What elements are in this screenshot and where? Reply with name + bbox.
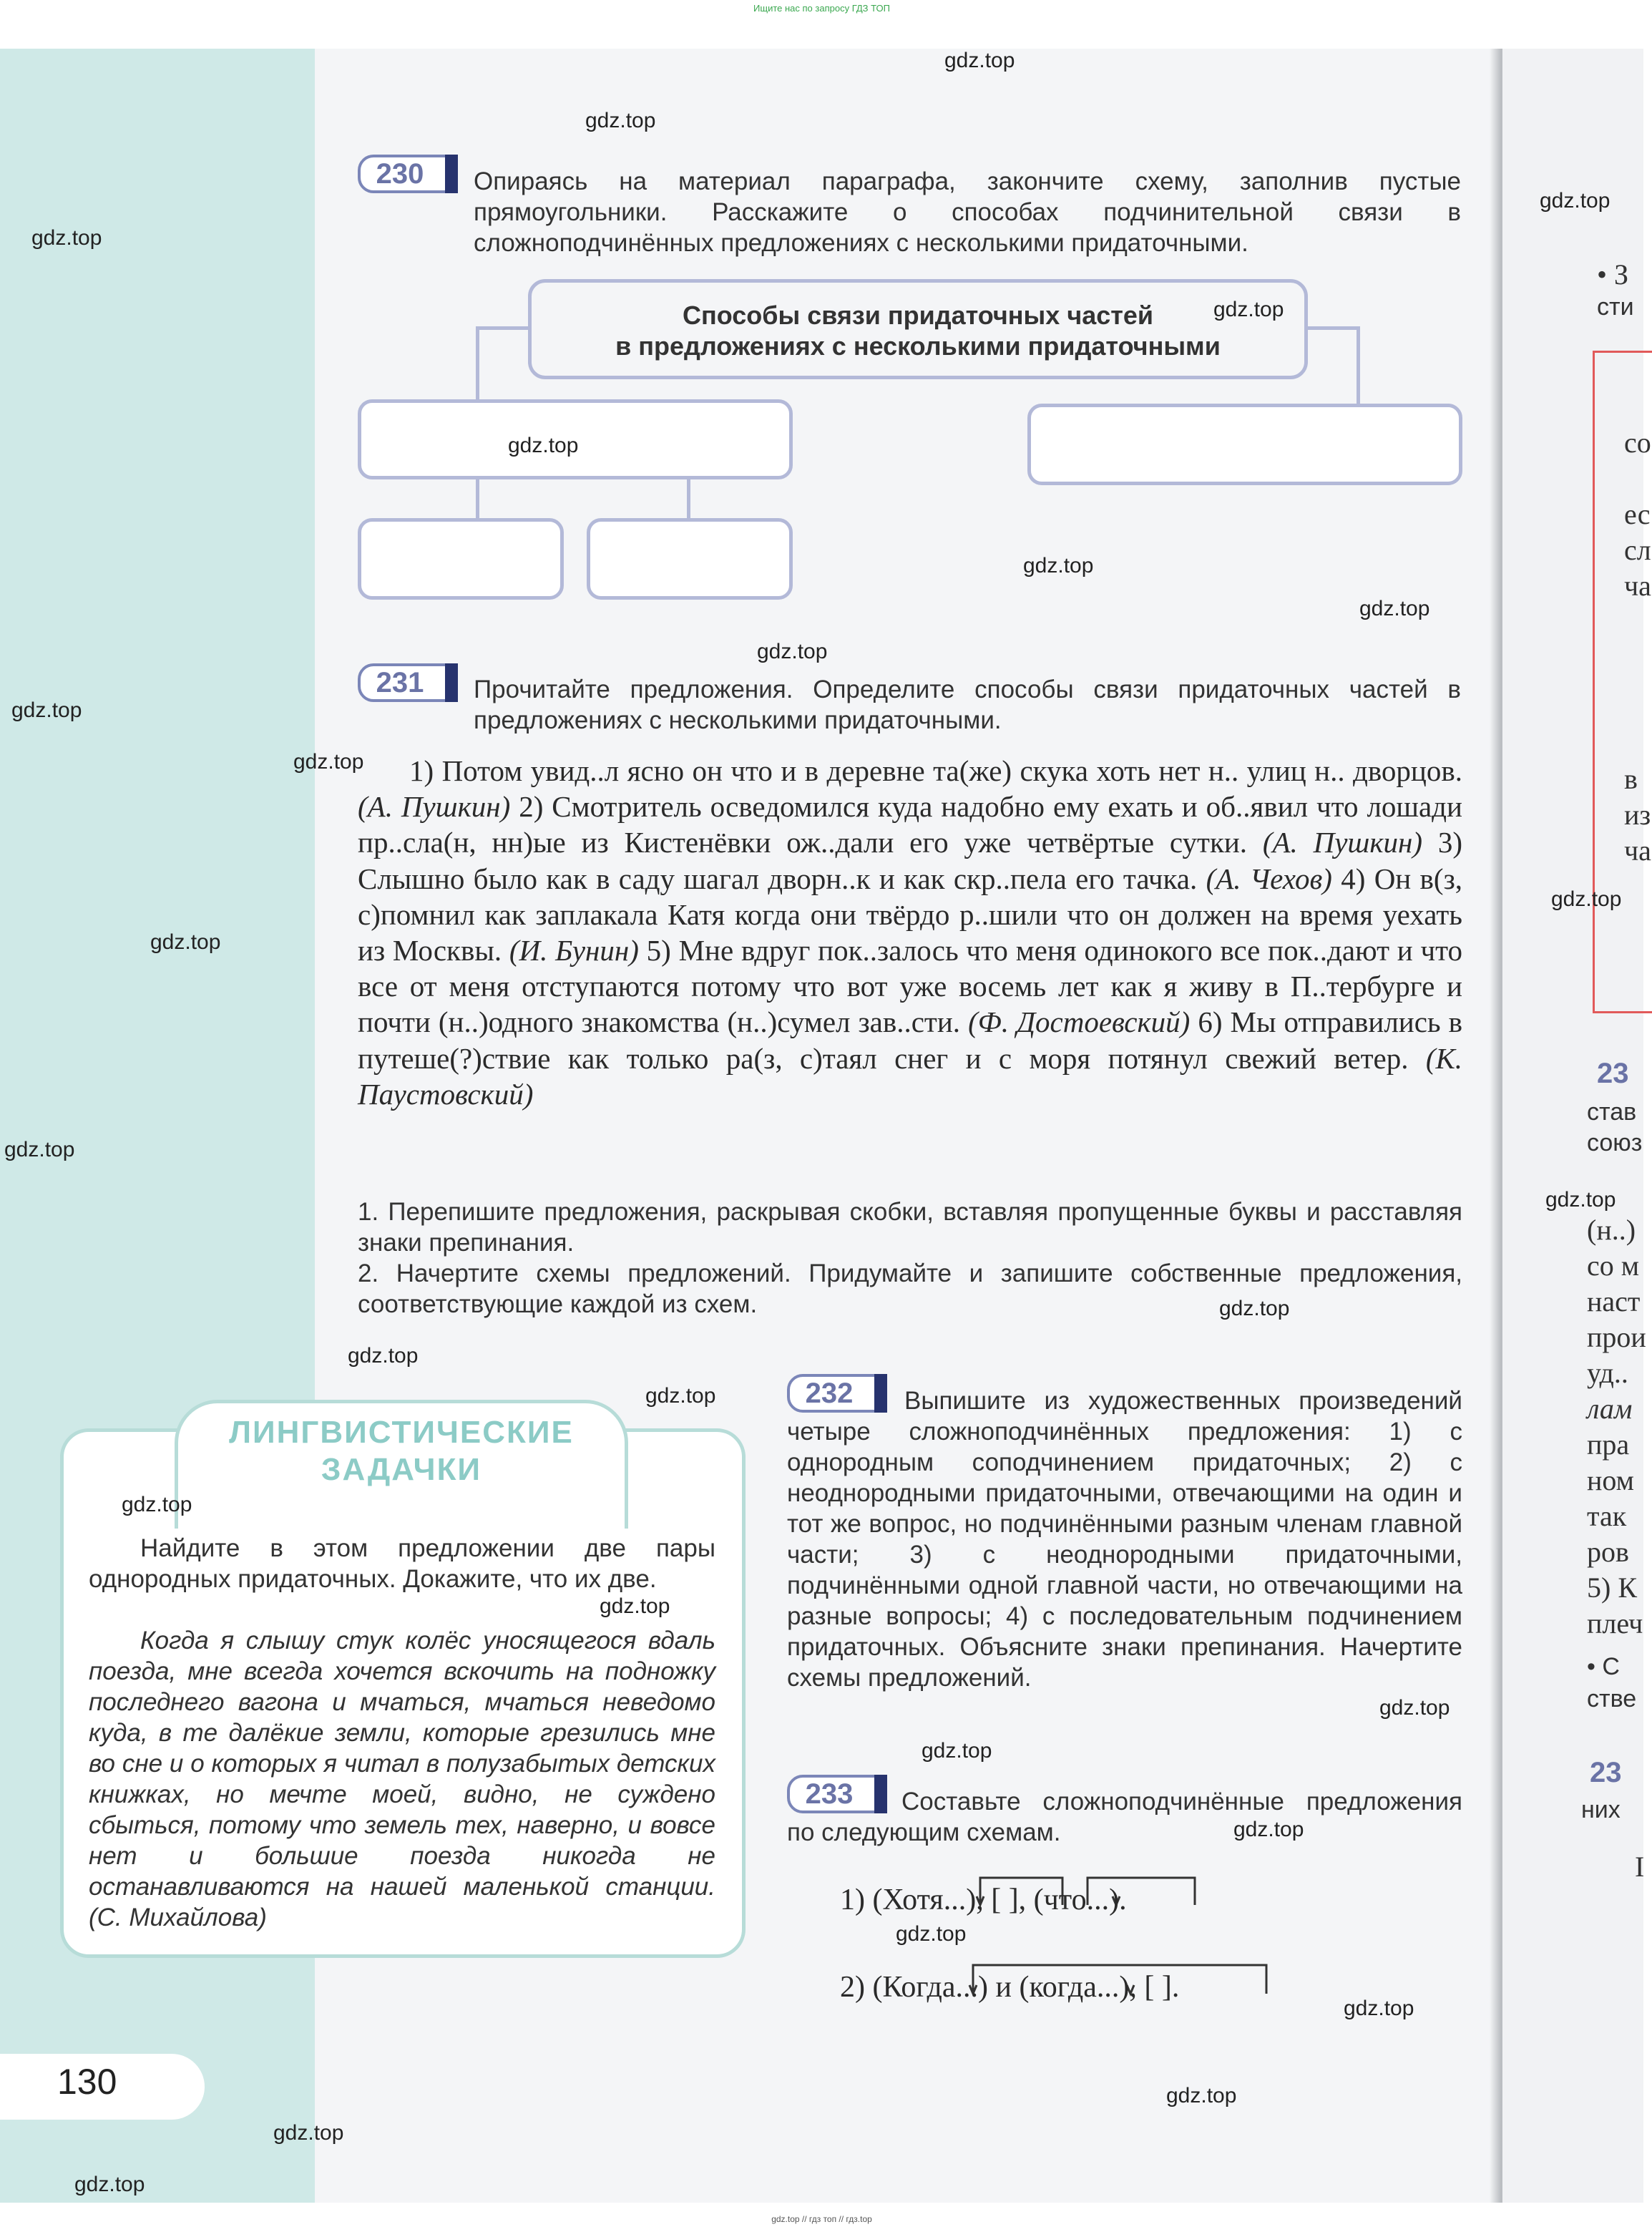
schema-empty-box-right — [1027, 404, 1462, 485]
watermark: gdz.top — [1545, 1188, 1616, 1212]
exercise-232-text: Выпишите из художественных произведений четыре сложноподчинённых предложения: 1) с однородным соподчинением придаточных; 2) с неоднородными придаточными, отвечающими на один и тот же вопрос, но подчинёнными разным членам главной части; 3) с неоднородными придаточными, подчинёнными одной главной части, но отвечающими на разные вопросы; 4) с последовательным подчинением придаточных. Объясните знаки препинания. Начертите схемы предложений. — [787, 1387, 1462, 1692]
author-3: (А. Чехов) — [1206, 862, 1332, 895]
sentence-2: 2) Смотритель осведомился куда надобно ему ехать и об..явил что лошади пр..сла(н, нн)ые из Кистенёвки ож..дали его уже четвёртые сутки. — [358, 790, 1462, 859]
exercise-231-text: Прочитайте предложения. Определите способы связи придаточных частей в предложениях с несколькими придаточными. — [474, 676, 1461, 734]
watermark: gdz.top — [1219, 1297, 1290, 1320]
schema-title-line1: Способы связи придаточных частей — [682, 301, 1154, 330]
schema-title-box — [528, 279, 1308, 379]
watermark: gdz.top — [1359, 597, 1430, 620]
exercise-number-233: 233 — [787, 1775, 887, 1813]
watermark: gdz.top — [944, 49, 1015, 72]
watermark: gdz.top — [1023, 554, 1094, 578]
watermark: gdz.top — [31, 226, 102, 250]
watermark: gdz.top — [896, 1922, 967, 1946]
schema-connector — [687, 479, 690, 520]
scheme-1: 1) (Хотя...), [ ], (что...). — [840, 1883, 1127, 1916]
next-page-fragment: наст — [1587, 1285, 1641, 1317]
next-page-fragment: в — [1624, 763, 1638, 795]
next-page-fragment: сти — [1597, 293, 1634, 321]
next-page-fragment: ча — [1624, 834, 1651, 867]
watermark: gdz.top — [1233, 1818, 1304, 1841]
next-page-fragment: ров — [1587, 1536, 1629, 1568]
next-page-fragment: ча — [1624, 570, 1651, 602]
next-page-fragment: 23 — [1597, 1058, 1629, 1089]
schema-connector — [1306, 326, 1360, 330]
exercise-number-232: 232 — [787, 1374, 887, 1413]
next-page-fragment: 5) К — [1587, 1571, 1637, 1604]
next-page-fragment: • З — [1597, 258, 1629, 291]
watermark: gdz.top — [122, 1493, 192, 1516]
next-page-fragment: стве — [1587, 1685, 1637, 1712]
schema-title-line2: в предложениях с несколькими придаточными — [615, 331, 1221, 361]
linguistic-quote: Когда я слышу стук колёс уносящегося вдаль поезда, мне всегда хочется вскочить на подножку последнего вагона и мчаться, мчаться неведомо куда, в те далёкие земли, которые грезились мне во сне и о которых я читал в полузабытых детских книжках, но мечте моей, видно, не суждено сбыться, потому что земель тех, наверно, и вовсе нет и большие поезда никогда не останавливаются на нашей маленькой станции. (С. Михайлова) — [89, 1627, 715, 1931]
scheme-2: 2) (Когда...) и (когда...), [ ]. — [840, 1971, 1180, 2004]
next-page-fragment: так — [1587, 1500, 1627, 1532]
exercise-231-task-2: 2. Начертите схемы предложений. Придумайте и запишите собственные предложения, соответствующие каждой из схем. — [358, 1259, 1462, 1318]
next-page-fragment: прои — [1587, 1321, 1646, 1353]
author-4: (И. Бунин) — [509, 934, 639, 968]
linguistic-title-line2: ЗАДАЧКИ — [321, 1452, 482, 1487]
watermark: gdz.top — [508, 434, 579, 457]
next-page-fragment: • С — [1587, 1653, 1620, 1680]
sentence-5: 5) Мне вдруг пок..залось что меня одинокого все пок..дают и что все от меня отступаются потому что вот уже восемь лет как я живу в П..тербурге и почти (н..)одного знакомства (н..)сумел зав..сти. — [358, 934, 1463, 1039]
page-number: 130 — [57, 2062, 117, 2102]
next-page-fragment: ном — [1587, 1464, 1634, 1496]
watermark: gdz.top — [600, 1594, 670, 1618]
schema-empty-box-sub1 — [358, 518, 564, 600]
exercise-231-sentences — [358, 753, 1462, 1112]
sentence-4: 4) Он в(з, с)помнил как заплакала Катя когда они твёрдо р..шили что он должен на время уехать из Москвы. — [358, 862, 1463, 968]
author-2: (А. Пушкин) — [1262, 826, 1423, 859]
exercise-230-text: Опираясь на материал параграфа, закончите схему, заполнив пустые прямоугольники. Расскажите о способах подчинительной связи в сложноподчинённых предложениях с несколькими придаточными. — [474, 167, 1461, 257]
exercise-number-231: 231 — [358, 663, 458, 702]
schema-empty-box-sub2 — [587, 518, 793, 600]
watermark: gdz.top — [1551, 887, 1622, 911]
watermark: gdz.top — [1344, 1997, 1414, 2020]
watermark: gdz.top — [757, 640, 828, 663]
footer-note: gdz.top // гдз топ // гдз.top — [771, 2214, 872, 2224]
next-page-fragment: союз — [1587, 1129, 1643, 1156]
next-page-fragment: лам — [1587, 1393, 1633, 1425]
author-5: (Ф. Достоевский) — [968, 1005, 1191, 1039]
watermark: gdz.top — [4, 1138, 75, 1161]
watermark: gdz.top — [293, 750, 364, 774]
next-page-fragment: уд.. — [1587, 1357, 1628, 1389]
next-page-fragment: став — [1587, 1098, 1637, 1126]
watermark: gdz.top — [273, 2121, 344, 2145]
next-page-fragment: сл — [1624, 534, 1651, 566]
watermark: gdz.top — [348, 1344, 419, 1368]
linguistic-title-line1: ЛИНГВИСТИЧЕСКИЕ — [229, 1415, 574, 1450]
sentence-1: 1) Потом увид..л ясно он что и в деревне та(же) скука хоть нет н.. улиц н.. дворцов. — [409, 754, 1462, 787]
next-page-fragment: со — [1624, 427, 1651, 459]
watermark: gdz.top — [1379, 1696, 1450, 1720]
watermark: gdz.top — [11, 698, 82, 722]
author-1: (А. Пушкин) — [358, 790, 511, 824]
sentence-3: 3) Слышно было как в саду шагал дворн..к и как скр..пела его тачка. — [358, 826, 1462, 895]
exercise-number-230: 230 — [358, 155, 458, 193]
schema-connector — [1357, 326, 1360, 405]
watermark: gdz.top — [1213, 298, 1284, 321]
linguistic-task-text: Найдите в этом предложении две пары однородных придаточных. Докажите, что их две. — [89, 1534, 715, 1593]
author-6: (К. Паустовский) — [358, 1041, 1463, 1111]
schema-connector — [476, 479, 479, 520]
next-page-fragment: I — [1635, 1851, 1645, 1883]
next-page-fragment: (н..) — [1587, 1214, 1636, 1246]
watermark: gdz.top — [922, 1739, 992, 1763]
sentence-6: 6) Мы отправились в путеше(?)ствие как только ра(з, с)таял снег и с моря потянул свежий ветер. — [358, 1005, 1462, 1075]
exercise-233-text: Составьте сложноподчинённые предложения по следующим схемам. — [787, 1788, 1462, 1846]
watermark: gdz.top — [74, 2173, 145, 2196]
schema-connector — [476, 326, 479, 401]
next-page-fragment: плеч — [1587, 1607, 1643, 1639]
linguistic-tasks-title — [175, 1414, 628, 1488]
next-page-fragment: со м — [1587, 1249, 1640, 1282]
header-note: Ищите нас по запросу ГДЗ ТОП — [753, 3, 890, 14]
schema-connector — [476, 326, 529, 330]
exercise-231-task-1: 1. Перепишите предложения, раскрывая скобки, вставляя пропущенные буквы и расставляя знаки препинания. — [358, 1198, 1462, 1257]
watermark: gdz.top — [150, 930, 221, 954]
next-page-fragment: 23 — [1590, 1757, 1622, 1788]
watermark: gdz.top — [1540, 189, 1611, 213]
watermark: gdz.top — [645, 1384, 716, 1408]
next-page-fragment: ес — [1624, 498, 1651, 530]
watermark: gdz.top — [585, 109, 656, 132]
next-page-fragment: них — [1581, 1796, 1621, 1823]
watermark: gdz.top — [1166, 2084, 1237, 2107]
next-page-fragment: из — [1624, 799, 1651, 831]
next-page-fragment: пра — [1587, 1428, 1630, 1461]
